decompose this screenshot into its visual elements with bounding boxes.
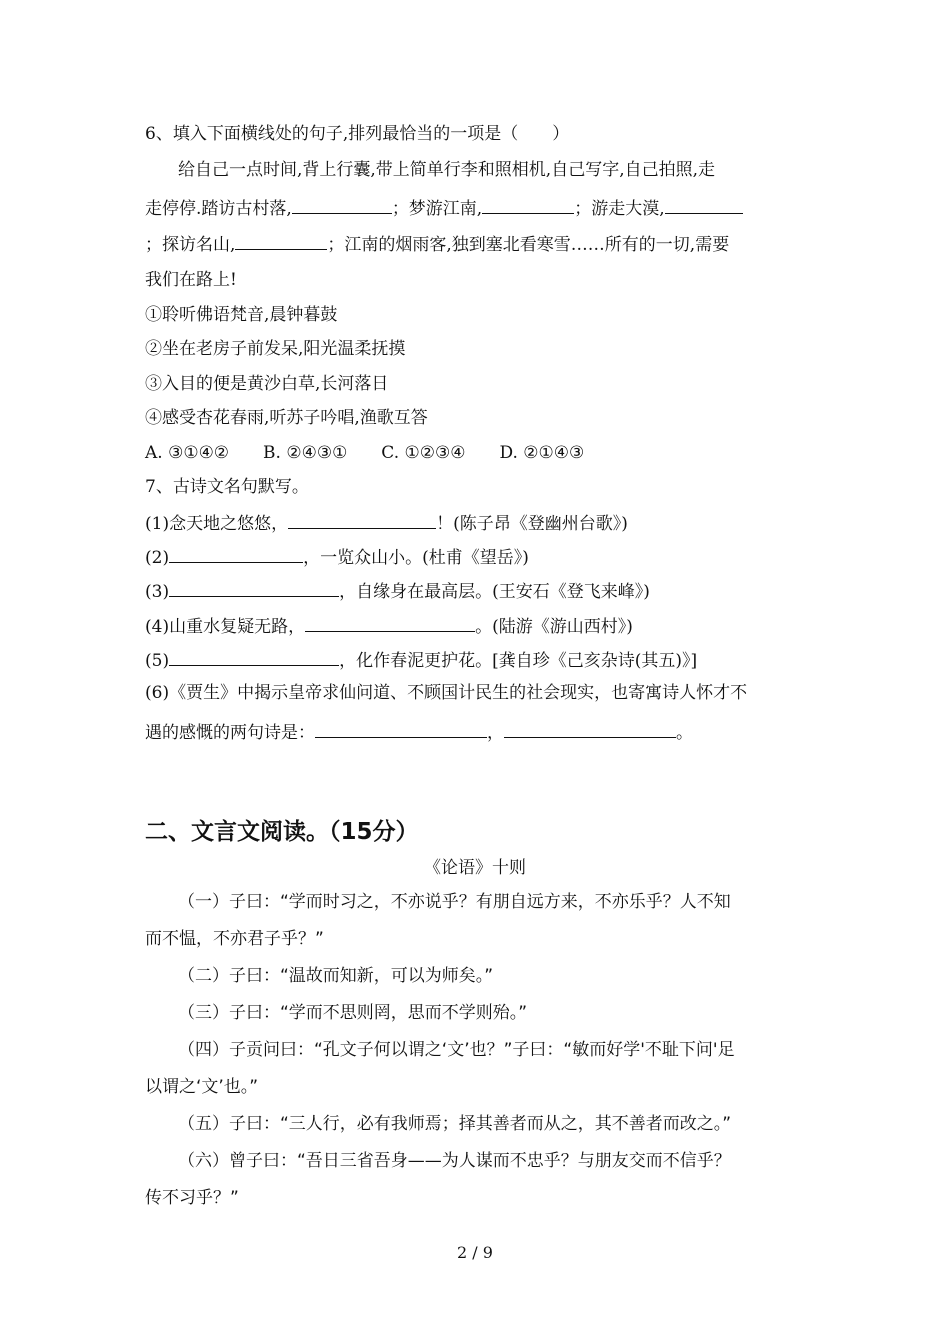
q7-1-text-a: (1)念天地之悠悠，: [145, 514, 289, 534]
analects-3: （三）子曰：“学而不思则罔，思而不学则殆。”: [178, 1003, 528, 1023]
q6-paragraph-line-4: 我们在路上!: [145, 270, 237, 290]
analects-1-line-1: （一）子曰：“学而时习之，不亦说乎？有朋自远方来，不亦乐乎？人不知: [178, 892, 731, 912]
q6-paragraph-line-1: 给自己一点时间,背上行囊,带上简单行李和照相机,自己写字,自己拍照,走: [178, 160, 716, 180]
section-subtitle: 《论语》十则: [424, 858, 526, 878]
analects-5: （五）子曰：“三人行，必有我师焉；择其善者而从之，其不善者而改之。”: [178, 1114, 732, 1134]
analects-6-line-1: （六）曾子曰：“吾日三省吾身——为人谋而不忠乎？与朋友交而不信乎？: [178, 1151, 731, 1171]
q6-option-2: ②坐在老房子前发呆,阳光温柔抚摸: [145, 339, 406, 359]
q6-p3-text-b: ；江南的烟雨客,独到塞北看寒雪……所有的一切,需要: [327, 235, 730, 255]
q6-blank-1[interactable]: [292, 195, 392, 214]
analects-6-line-2: 传不习乎？”: [145, 1188, 239, 1208]
q6-title: 6、填入下面横线处的句子,排列最恰当的一项是（ ）: [145, 124, 570, 144]
q7-2-text-b: ，一览众山小。(杜甫《望岳》): [303, 548, 529, 568]
q6-blank-2[interactable]: [482, 195, 574, 214]
q6-blank-4[interactable]: [235, 231, 327, 250]
q6-p3-text-a: ；探访名山,: [145, 235, 236, 255]
q7-title: 7、古诗文名句默写。: [145, 477, 309, 497]
q7-item-3: [145, 578, 650, 604]
q7-blank-6[interactable]: [315, 719, 487, 738]
q7-6-text-b: ，: [487, 723, 504, 743]
q7-item-4: [145, 613, 633, 639]
q7-3-text-b: ，自缘身在最高层。(王安石《登飞来峰》): [339, 582, 650, 602]
q6-blank-3[interactable]: [665, 195, 743, 214]
q7-blank-1[interactable]: [288, 510, 436, 529]
q7-4-text-a: (4)山重水复疑无路，: [145, 617, 306, 637]
q7-item-2: [145, 544, 529, 570]
analects-2: （二）子曰：“温故而知新，可以为师矣。”: [178, 966, 494, 986]
analects-1-line-2: 而不愠，不亦君子乎？”: [145, 929, 324, 949]
q7-item-6-cont: [145, 719, 693, 745]
q6-p2-text-a: 走停停.踏访古村落,: [145, 199, 292, 219]
q6-option-3: ③入目的便是黄沙白草,长河落日: [145, 374, 389, 394]
q6-p2-text-b: ；梦游江南,: [391, 199, 483, 219]
q7-blank-5[interactable]: [169, 647, 339, 666]
q7-1-text-b: ！(陈子昂《登幽州台歌》): [436, 514, 628, 534]
analects-4-line-1: （四）子贡问曰：“孔文子何以谓之‘文’也？”子曰：“敏而好学'不耻下问'足: [178, 1040, 735, 1060]
q7-item-5: [145, 647, 697, 673]
q7-blank-7[interactable]: [504, 719, 676, 738]
section-heading: 二、文言文阅读。（15分）: [145, 819, 419, 845]
q6-option-1: ①聆听佛语梵音,晨钟暮鼓: [145, 305, 338, 325]
q7-2-text-a: (2): [145, 548, 170, 568]
analects-4-line-2: 以谓之‘文’也。”: [145, 1077, 259, 1097]
q7-5-text-b: ，化作春泥更护花。[龚自珍《己亥杂诗(其五)》]: [339, 651, 698, 671]
q7-item-1: [145, 510, 628, 536]
q6-p2-text-c: ；游走大漠,: [574, 199, 665, 219]
q6-answer-choices: A. ③①④② B. ②④③① C. ①②③④ D. ②①④③: [145, 443, 585, 463]
q7-4-text-b: 。(陆游《游山西村》): [475, 617, 633, 637]
q7-blank-3[interactable]: [169, 578, 339, 597]
q6-paragraph-line-3: [145, 231, 729, 257]
q7-blank-2[interactable]: [169, 544, 303, 563]
q7-blank-4[interactable]: [305, 613, 475, 632]
q7-6-text-a: 遇的感慨的两句诗是：: [145, 723, 315, 743]
q7-6-text-c: 。: [676, 723, 693, 743]
q6-option-4: ④感受杏花春雨,听苏子吟唱,渔歌互答: [145, 408, 428, 428]
q7-5-text-a: (5): [145, 651, 170, 671]
page-number: 2 / 9: [457, 1243, 493, 1262]
q7-3-text-a: (3): [145, 582, 170, 602]
q7-item-6: (6)《贾生》中揭示皇帝求仙问道、不顾国计民生的社会现实，也寄寓诗人怀才不: [145, 683, 748, 703]
q6-paragraph-line-2: [145, 195, 743, 221]
